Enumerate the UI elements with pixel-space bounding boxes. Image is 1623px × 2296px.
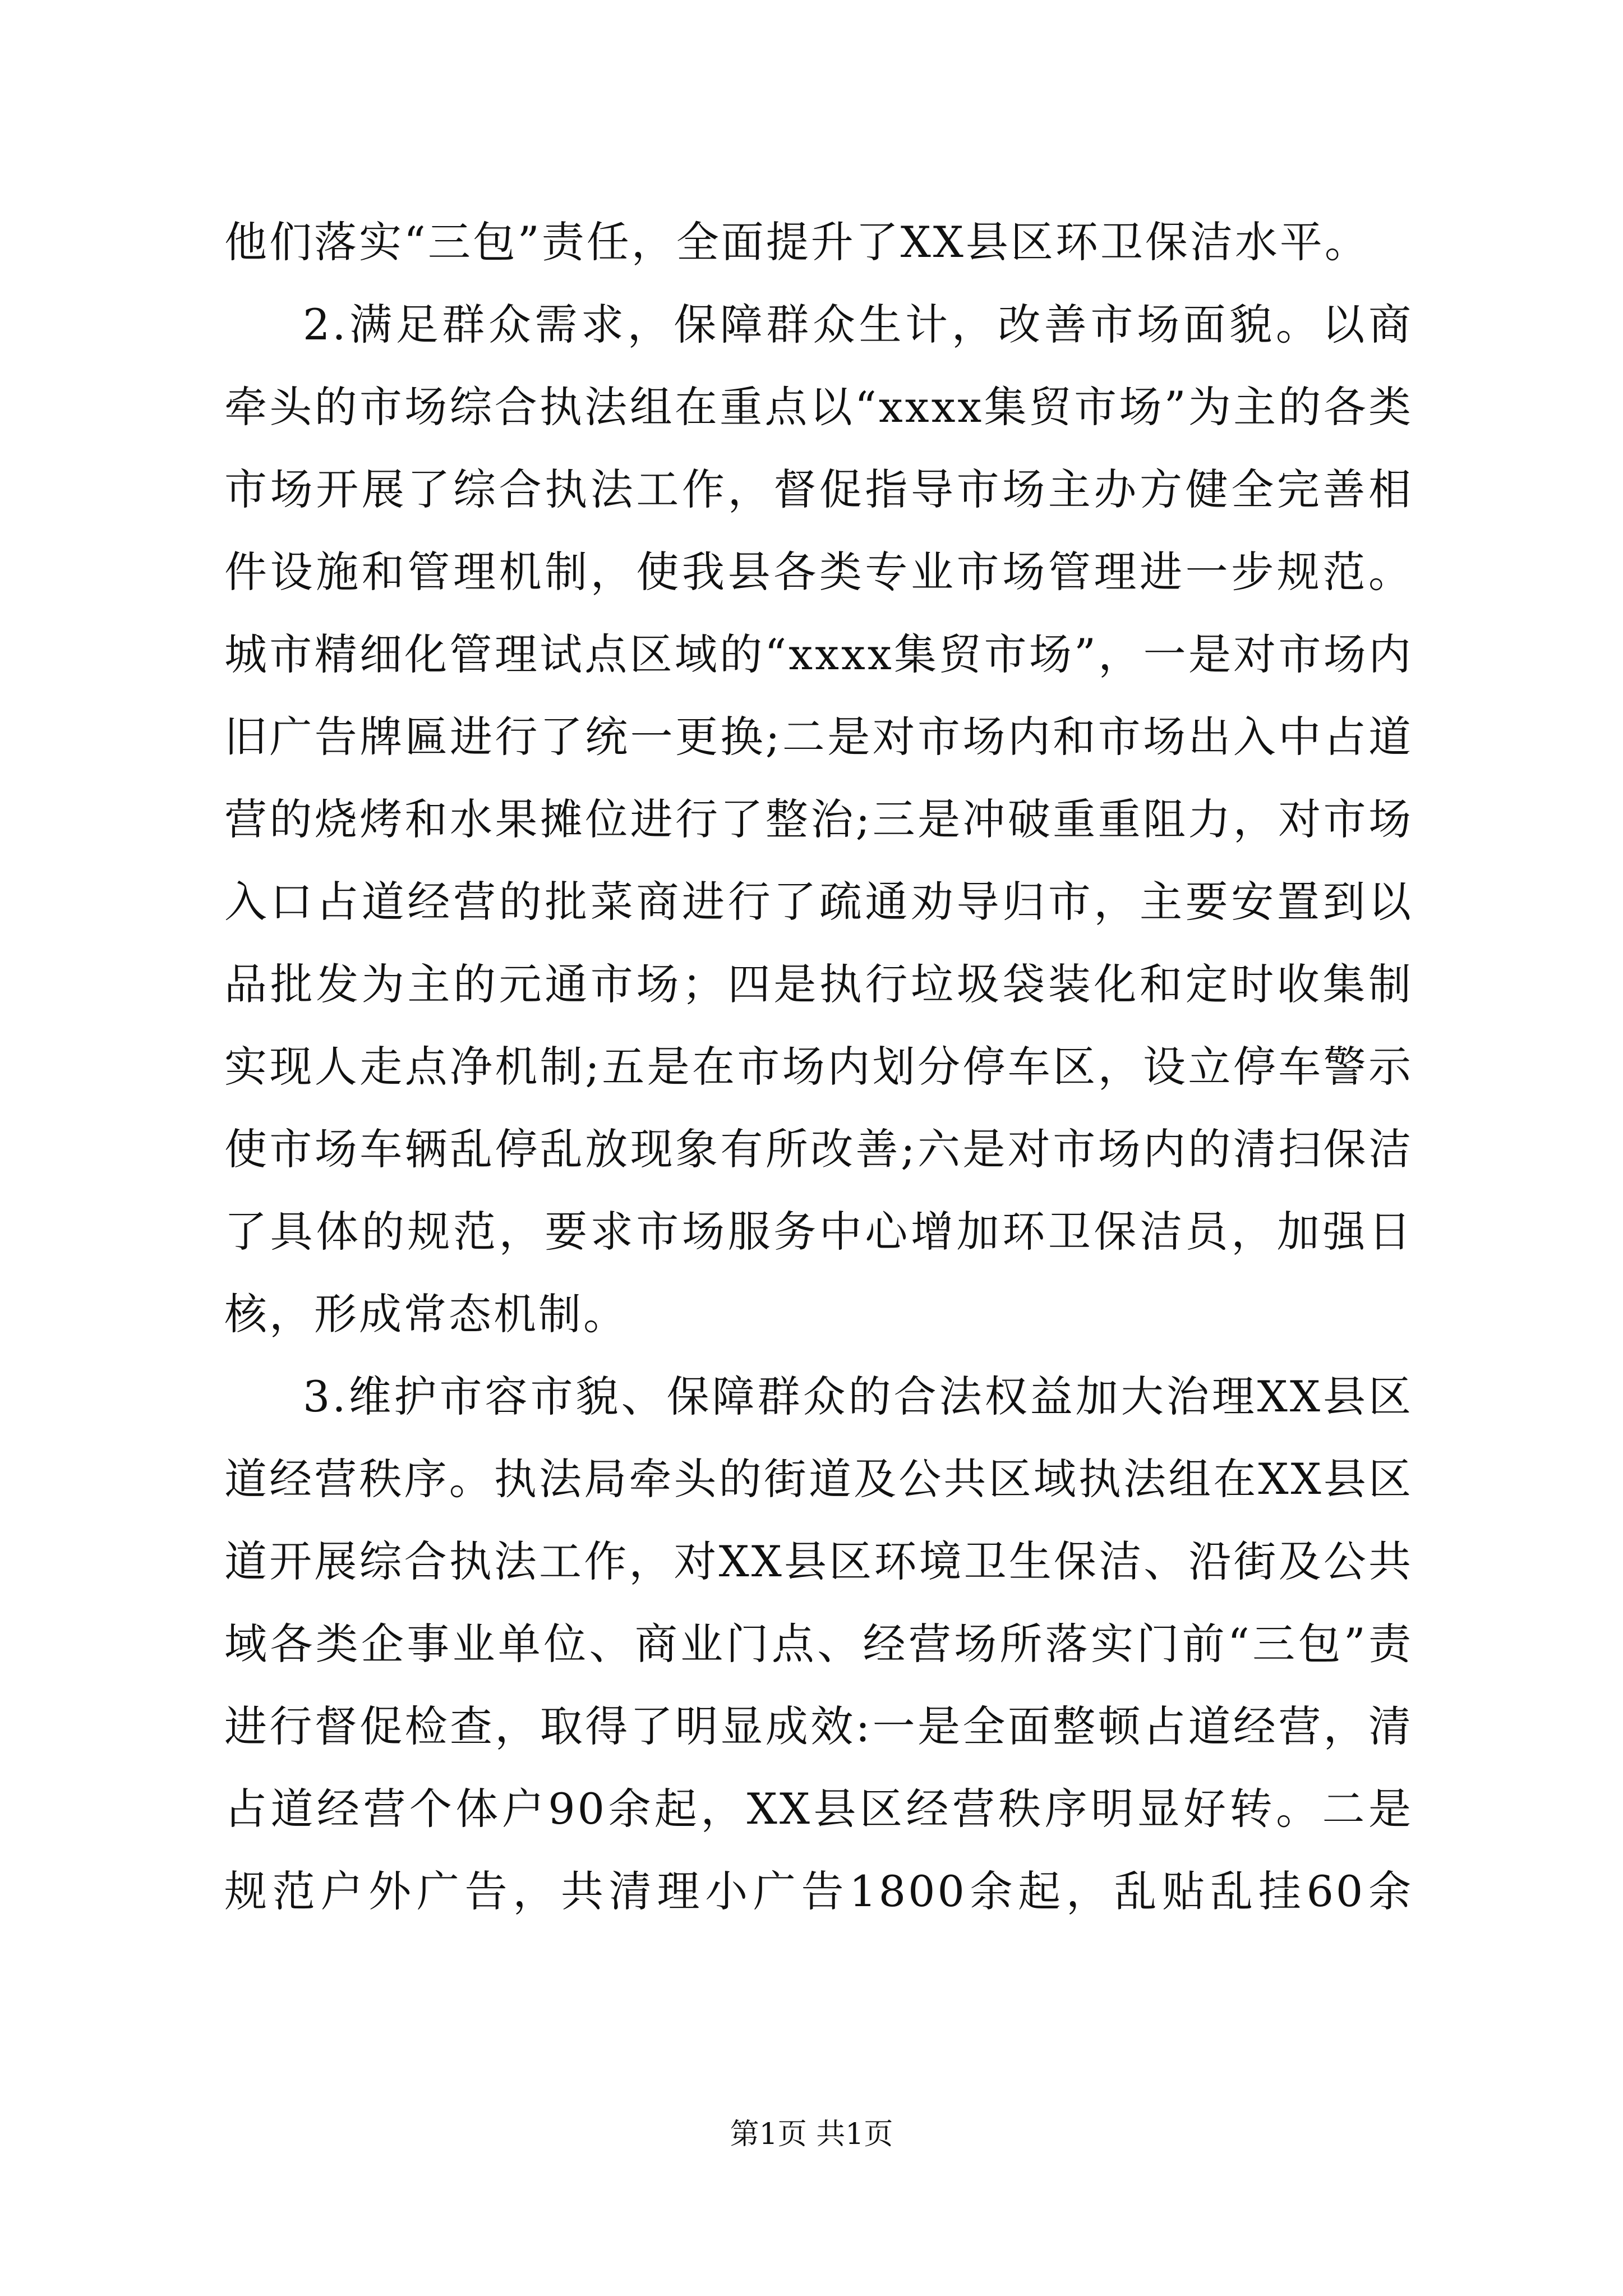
- text-line: 入口占道经营的批菜商进行了疏通劝导归市，主要安置到以: [224, 877, 1413, 927]
- text-line: 件设施和管理机制，使我县各类专业市场管理进一步规范。: [224, 547, 1413, 597]
- text-line: 使市场车辆乱停乱放现象有所改善;六是对市场内的清扫保洁: [224, 1124, 1413, 1174]
- text-line: 市场开展了综合执法工作，督促指导市场主办方健全完善相: [224, 464, 1413, 514]
- text-line: 城市精细化管理试点区域的“xxxx集贸市场”，一是对市场内: [224, 629, 1413, 679]
- text-line: 他们落实“三包”责任，全面提升了XX县区环卫保洁水平。: [224, 217, 1370, 267]
- text-line: 占道经营个体户90余起，XX县区经营秩序明显好转。二是: [224, 1784, 1413, 1834]
- text-line: 核，形成常态机制。: [224, 1289, 628, 1339]
- text-line: 品批发为主的元通市场；四是执行垃圾袋装化和定时收集制: [224, 959, 1413, 1009]
- text-line: 道经营秩序。执法局牵头的街道及公共区域执法组在XX县区: [224, 1454, 1413, 1504]
- text-line: 进行督促检查，取得了明显成效:一是全面整顿占道经营，清: [224, 1701, 1413, 1751]
- text-line: 了具体的规范，要求市场服务中心增加环卫保洁员，加强日: [224, 1207, 1413, 1257]
- text-line: 道开展综合执法工作，对XX县区环境卫生保洁、沿街及公共: [224, 1536, 1413, 1586]
- text-line: 2.满足群众需求，保障群众生计，改善市场面貌。以商: [303, 300, 1413, 349]
- text-line: 规范户外广告，共清理小广告1800余起，乱贴乱挂60余: [224, 1866, 1413, 1916]
- text-line: 旧广告牌匾进行了统一更换;二是对市场内和市场出入中占道: [224, 712, 1413, 762]
- text-line: 营的烧烤和水果摊位进行了整治;三是冲破重重阻力，对市场: [224, 794, 1413, 844]
- text-line: 牵头的市场综合执法组在重点以“xxxx集贸市场”为主的各类: [224, 382, 1413, 432]
- text-line: 实现人走点净机制;五是在市场内划分停车区，设立停车警示: [224, 1042, 1413, 1092]
- page-number-footer: 第1页 共1页: [730, 2118, 893, 2151]
- text-line: 3.维护市容市貌、保障群众的合法权益加大治理XX县区: [303, 1372, 1413, 1421]
- text-line: 域各类企事业单位、商业门点、经营场所落实门前“三包”责: [224, 1619, 1413, 1669]
